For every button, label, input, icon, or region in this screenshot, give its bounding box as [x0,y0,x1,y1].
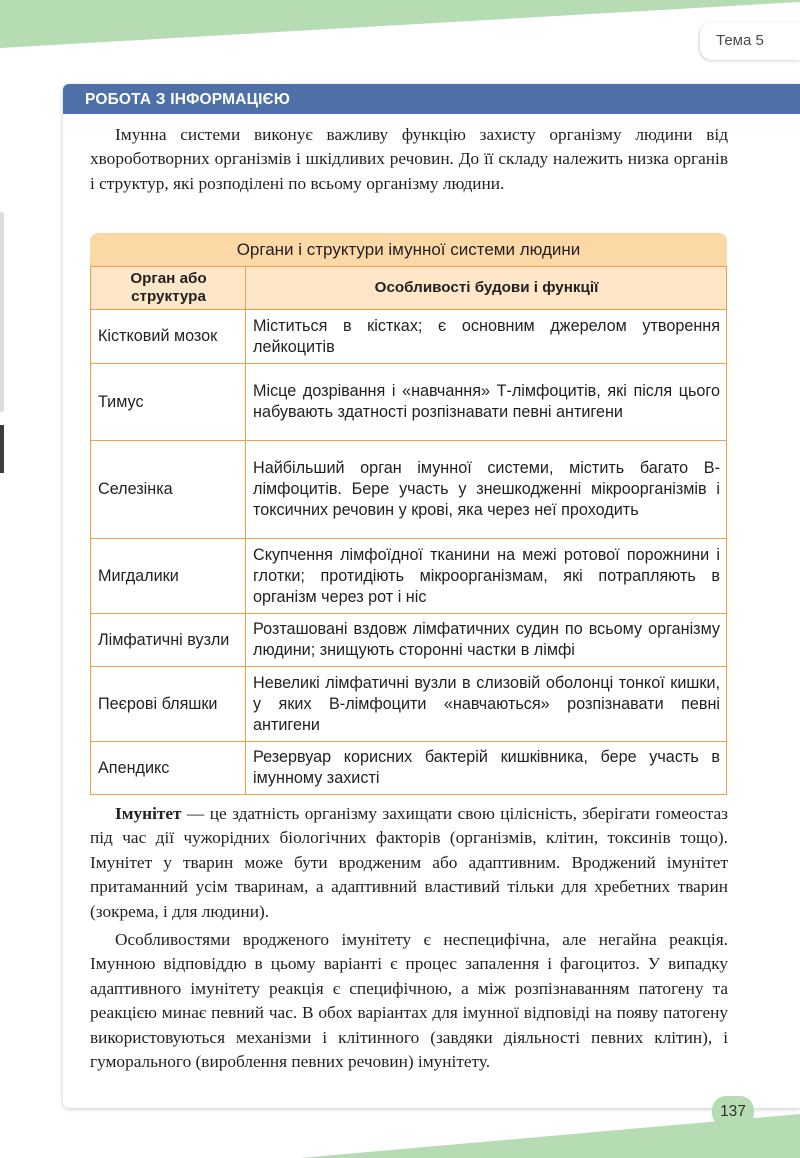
organ-cell: Апендикс [91,742,246,795]
organs-table [90,266,727,795]
description-cell: Скупчення лімфоїдної тканини на межі ротової порожнини і глотки; протидіють мікроорганізмам, які потрапляють в організм через рот і ніс [246,539,727,614]
immunity-paragraph [90,802,728,924]
description-cell: Міститься в кістках; є основним джерелом утворення лейкоцитів [246,310,727,364]
table-row [91,667,727,742]
immunity-definition: — це здатність організму захищати свою цілісність, зберігати гомеостаз під час дії чужорідних біологічних факторів (організмів, клітин, токсинів тощо). Імунітет у тварин може бути вродженим або адаптивним. Вроджений імунітет притаманний усім тваринам, а адаптивний властивий тільки для хребетних тварин (зокрема, і для людини). [90,804,728,921]
intro-paragraph: Імунна системи виконує важливу функцію захисту організму людини від хвороботворних організмів і шкідливих речовин. До її складу належить низка органів і структур, які розподілені по всьому організму людини. [90,125,728,193]
section-header: РОБОТА З ІНФОРМАЦІЄЮ [63,84,800,114]
page-number: 137 [712,1096,754,1127]
description-cell: Резервуар корисних бактерій кишківника, бере участь в імунному захисті [246,742,727,795]
table-row [91,742,727,795]
top-decorative-band [0,0,800,60]
side-tab-marker [0,212,4,412]
table-header-row [91,267,727,310]
organ-cell: Лімфатичні вузли [91,614,246,667]
side-tab-marker-dark [0,425,4,473]
organ-cell: Тимус [91,364,246,441]
features-paragraph: Особливостями вродженого імунітету є неспецифічна, але негайна реакція. Імунною відповіддю в цьому варіанті є процес запалення і фагоцитоз. У випадку адаптивного імунітету реакція є специфічною, а між розпізнаванням патогену та реакцією минає певний час. В обох варіантах для імунної відповіді на появу патогену використовуються механізми і клітинного (завдяки діяльності певних клітин), і гуморального (вироблення певних речовин) імунітету. [90,930,728,1072]
table-row [91,310,727,364]
organ-cell: Селезінка [91,441,246,539]
column-header-organ-text: Орган або структура [130,270,207,305]
column-header-organ [91,267,246,310]
description-cell: Найбільший орган імунної системи, містить багато В-лімфоцитів. Бере участь у знешкодженні мікроорганізмів і токсичних речовин у крові, яка через неї проходить [246,441,727,539]
description-cell: Невеликі лімфатичні вузли в слизовій оболонці тонкої кишки, у яких В-лімфоцити «навчаються» розпізнавати певні антигени [246,667,727,742]
table-row [91,614,727,667]
column-header-features: Особливості будови і функції [246,267,727,310]
description-cell: Місце дозрівання і «навчання» Т-лімфоцитів, які після цього набувають здатності розпізнавати певні антигени [246,364,727,441]
organ-cell: Пеєрові бляшки [91,667,246,742]
table-row [91,364,727,441]
immunity-term: Імунітет [115,804,182,823]
topic-tab: Тема 5 [700,22,800,60]
table-title: Органи і структури імунної системи людини [90,233,727,266]
table-row [91,441,727,539]
bottom-decorative-band [0,1100,800,1158]
table-row [91,539,727,614]
description-cell: Розташовані вздовж лімфатичних судин по всьому організму людини; знищують сторонні частки в лімфі [246,614,727,667]
organ-cell: Кістковий мозок [91,310,246,364]
organ-cell: Мигдалики [91,539,246,614]
